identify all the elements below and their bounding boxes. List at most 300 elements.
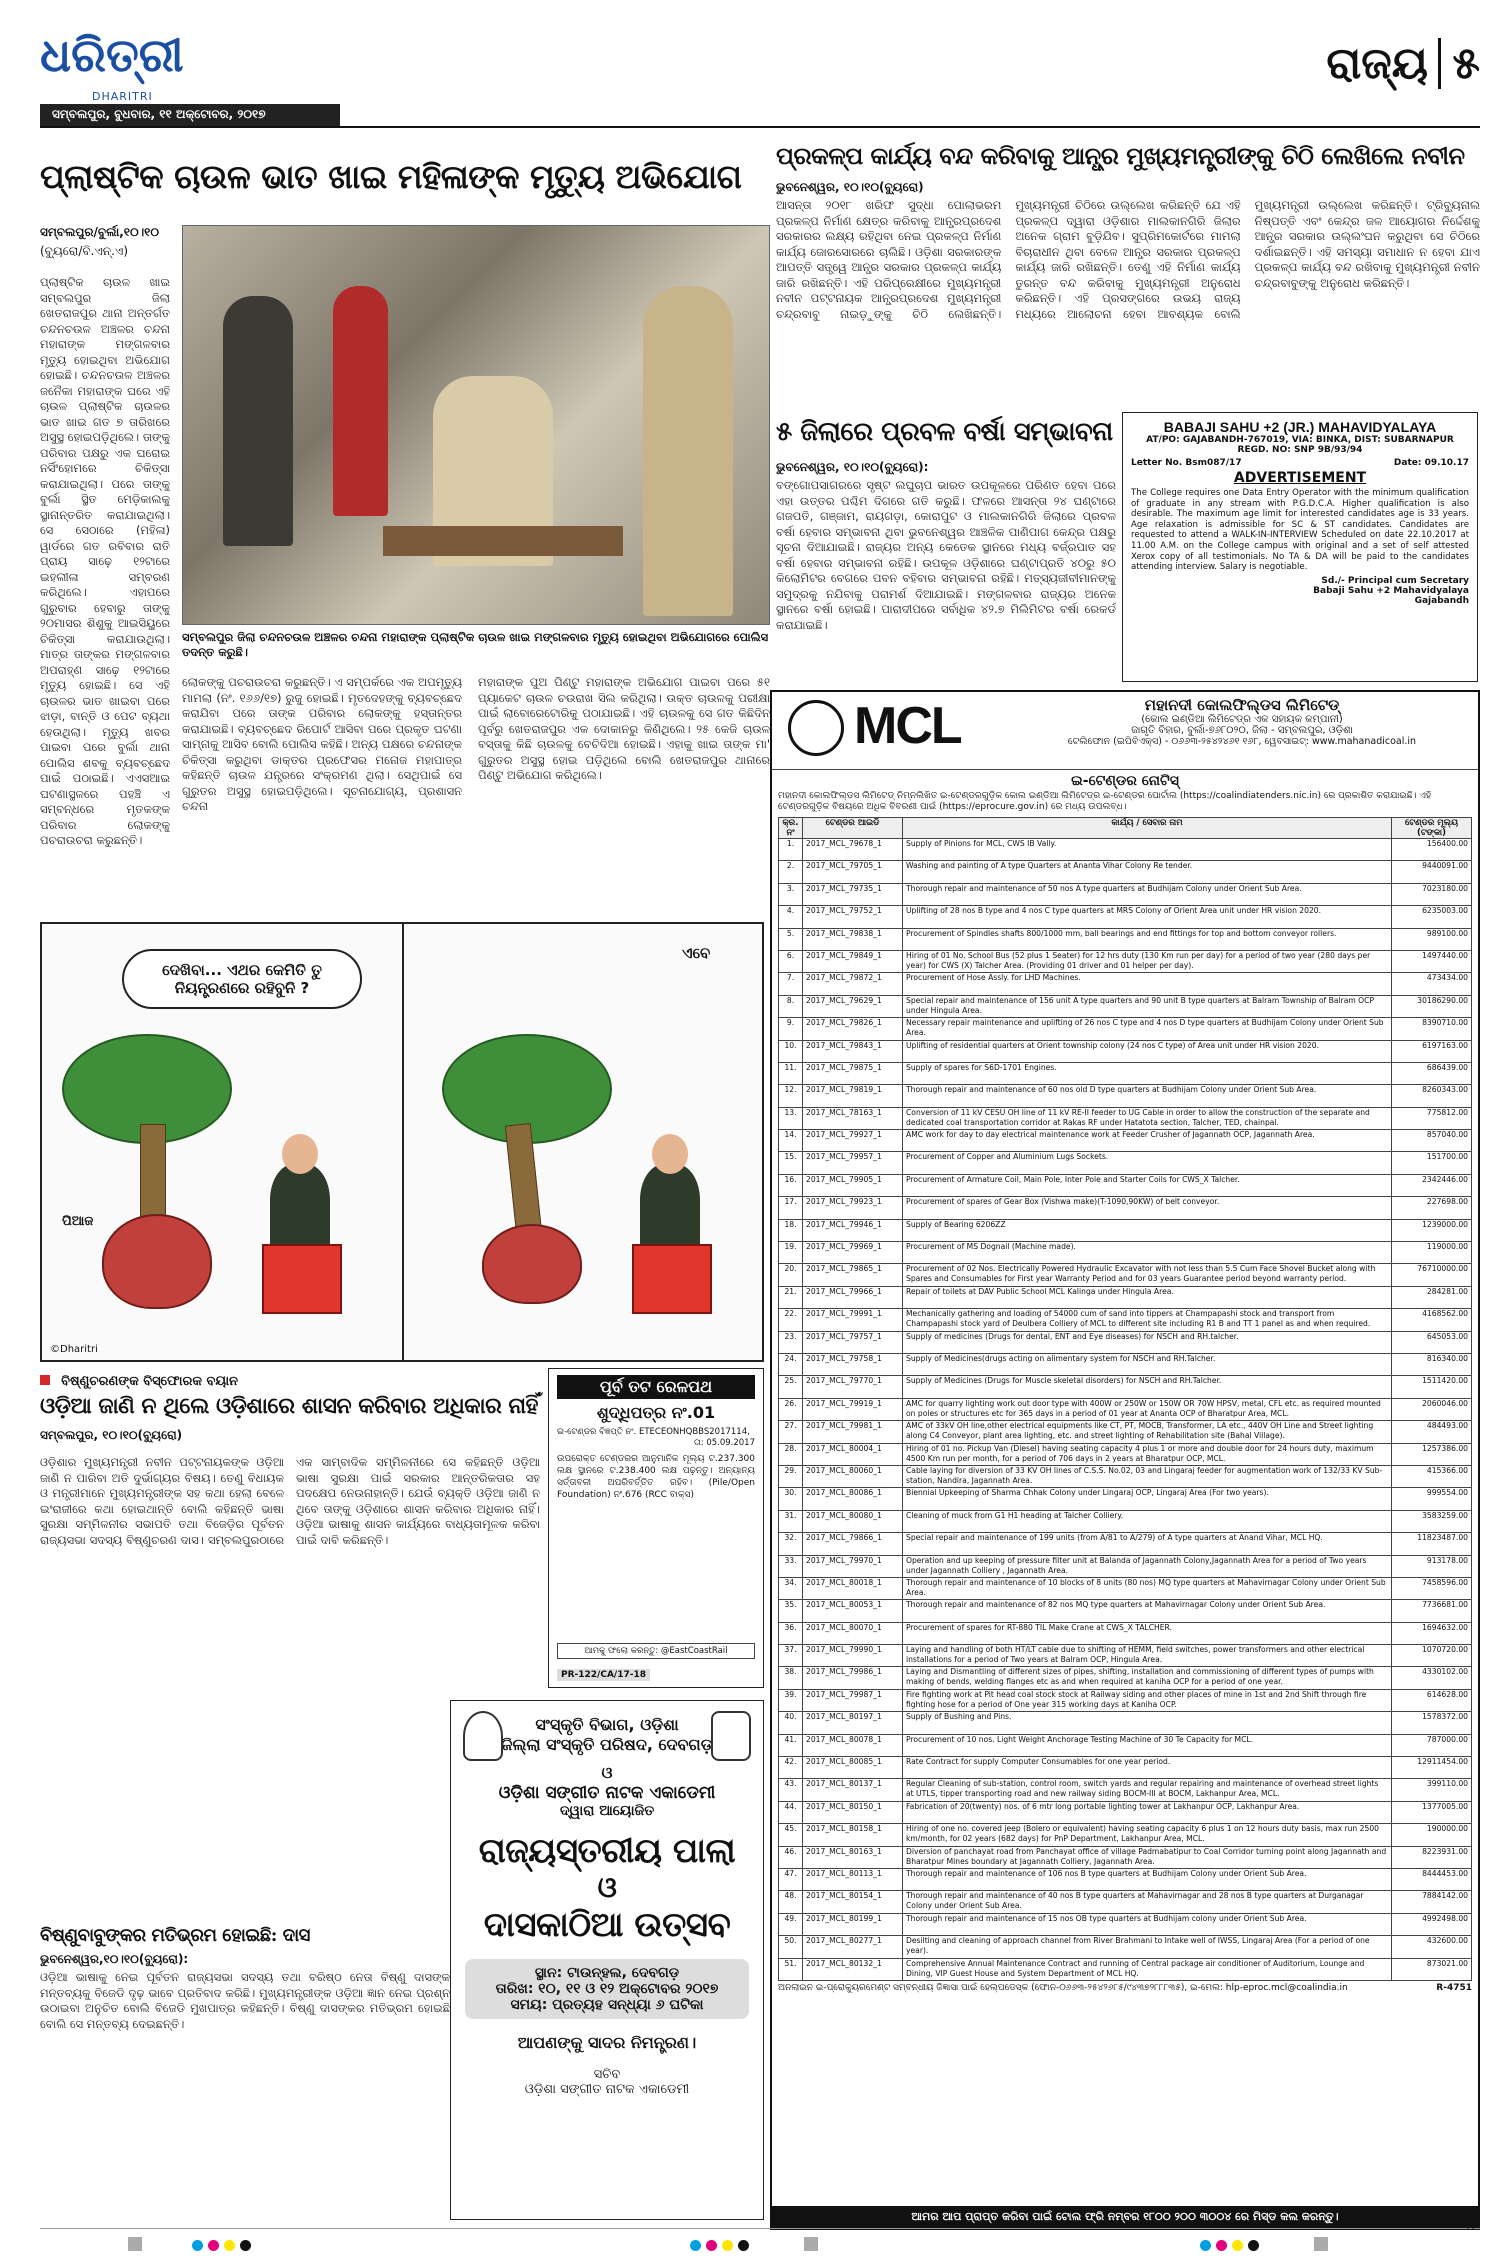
mcl-tender-row (779, 1510, 1472, 1532)
mcl-cell-amt: 4330102.00 (1392, 1667, 1472, 1689)
mcl-tender-row (779, 1465, 1472, 1487)
mcl-cell-sl: 4. (779, 906, 803, 928)
cartoon-man-icon (270, 1164, 330, 1254)
mcl-cell-sl: 17. (779, 1197, 803, 1219)
culture-ad-sign1: ସଚିବ (593, 2067, 621, 2082)
mcl-footer-helpdesk: ଅନଲାଇନ ଇ-ପ୍ରୋକ୍ୟୁରମେଣ୍ଟ ସମ୍ବନ୍ଧୀୟ ଜିଜ୍ଞାସା ପାଇଁ ହେଲ୍ପଡେସ୍କ (ଫୋନ-୦୬୬୩-୨୫୪୨୬୮୫/୯୪୩୭୨୮୮୮୩୫), ଇ-ମେଲ: hlp-eproc.mcl@coalindia.in (778, 1982, 1348, 1993)
mcl-cell-ref: 2017_MCL_79919_1 (803, 1398, 903, 1420)
mcl-cell-amt: 12911454.00 (1392, 1757, 1472, 1779)
culture-ad-line1: ସଂସ୍କୃତି ବିଭାଗ, ଓଡ଼ିଶା (535, 1715, 679, 1734)
mcl-cell-amt: 9440091.00 (1392, 861, 1472, 883)
mcl-cell-sl: 6. (779, 950, 803, 972)
mcl-cell-work: Supply of Bearing 6206ZZ (903, 1219, 1392, 1241)
masthead-rule (40, 126, 1480, 128)
mcl-cell-work: Supply of Bushing and Pins. (903, 1712, 1392, 1734)
mcl-cell-sl: 34. (779, 1577, 803, 1599)
mcl-tender-notice (770, 690, 1480, 2230)
mcl-contact: ଟେଲିଫୋନ (ଇପିବିଏକ୍ସ) - ୦୬୬୩-୨୫୪୨୪୬୧ ୧୬୮, ୱେବସାଇଟ୍: www.mahanadicoal.in (1067, 736, 1417, 747)
mcl-tender-row (779, 928, 1472, 950)
mcl-cell-work: Regular Cleaning of sub-station, control room, switch yards and regular repairing and maintenance of overhead street lights at UTLS, tipper transporting road and new railway siding BOCM-III at BOCM, Lakhanpur Area, MCL. (903, 1779, 1392, 1801)
mcl-cell-work: Hiring of 01 No. School Bus (52 plus 1 Seater) for 12 hrs duty (130 Km run per day) for a period of two year (280 days per year) for CWS (X) Talcher Area. (Providing 01 driver and 01 helper per day). (903, 950, 1392, 972)
cartoon-credit: ©Dharitri (50, 1344, 98, 1355)
red-bullet-icon (40, 1375, 50, 1385)
dateline: ସମ୍ବଲପୁର, ବୁଧବାର, ୧୧ ଅକ୍ଟୋବର, ୨୦୧୭ (40, 104, 340, 126)
mcl-cell-work: Comprehensive Annual Maintenance Contract and running of Central package air conditioner of Auditorium, Lounge and Dining, VIP Guest House and System Department of MCL HQ. (903, 1958, 1392, 1980)
mcl-cell-work: Rate Contract for supply Computer Consumables for one year period. (903, 1757, 1392, 1779)
mcl-cell-work: Supply of Medicines (Drugs for Muscle skeletal disorders) for NSCH and RH.Talcher. (903, 1376, 1392, 1398)
mcl-cell-amt: 857040.00 (1392, 1130, 1472, 1152)
mcl-cell-sl: 18. (779, 1219, 803, 1241)
mcl-tender-row (779, 1891, 1472, 1913)
mcl-cell-amt: 6235003.00 (1392, 906, 1472, 928)
mcl-cell-amt: 76710000.00 (1392, 1264, 1472, 1286)
mcl-cell-sl: 50. (779, 1936, 803, 1958)
mcl-cell-ref: 2017_MCL_80132_1 (803, 1958, 903, 1980)
mcl-cell-ref: 2017_MCL_80078_1 (803, 1734, 903, 1756)
mcl-cell-ref: 2017_MCL_80197_1 (803, 1712, 903, 1734)
mcl-cell-sl: 35. (779, 1600, 803, 1622)
mcl-cell-sl: 32. (779, 1533, 803, 1555)
mcl-cell-ref: 2017_MCL_80154_1 (803, 1891, 903, 1913)
mcl-cell-ref: 2017_MCL_80018_1 (803, 1577, 903, 1599)
mcl-cell-work: Mechanically gathering and loading of 54000 cum of sand into tippers at Champapashi stock and transport from Champapashi stock yard of Deulbera Colliery of MCL to different site including R1 B and TT 1 panel as and when required. (903, 1309, 1392, 1331)
mcl-cell-ref: 2017_MCL_79758_1 (803, 1353, 903, 1375)
mcl-cell-sl: 36. (779, 1622, 803, 1644)
mcl-cell-sl: 21. (779, 1286, 803, 1308)
rain-story-body: ବଙ୍ଗୋପସାଗରରେ ସୃଷ୍ଟ ଲଘୁଚାପ ଭାରତ ଉପକୂଳରେ ପରିଣତ ହେବା ପରେ ଏହା ଉତ୍ତର ପଶ୍ଚିମ ଦିଗରେ ଗତି କରୁଛି। ଫଳରେ ଆସନ୍ତା ୨୪ ଘଣ୍ଟାରେ ଗଜପତି, ଗଞ୍ଜାମ, ରାୟଗଡ଼ା, କୋରାପୁଟ ଓ ମାଲକାନଗିରି ଜିଲାରେ ପ୍ରବଳ ବର୍ଷା ହେବାର ସମ୍ଭାବନା ଥିବା ଭୁବନେଶ୍ୱର ଆଞ୍ଚଳିକ ପାଣିପାଗ କେନ୍ଦ୍ର ପକ୍ଷରୁ ସୂଚନା ଦିଆଯାଇଛି। ରାଜ୍ୟର ଅନ୍ୟ କେତେକ ସ୍ଥାନରେ ମଧ୍ୟ ବର୍ଜ୍ରପାତ ସହ ବର୍ଷା ହେବାର ସମ୍ଭାବନା ରହିଛି। ଉପକୂଳ ଓଡ଼ିଶାରେ ଘଣ୍ଟାପ୍ରତି ୪୦ରୁ ୫୦ କିଲୋମିଟର ବେଗରେ ପବନ ବହିବାର ସମ୍ଭାବନା ରହିଛି। ମତ୍ସ୍ୟଜୀବୀମାନଙ୍କୁ ସମୁଦ୍ରକୁ ନଯିବାକୁ ପରାମର୍ଶ ଦିଆଯାଇଛି। ମଙ୍ଗଳବାର ରାଜ୍ୟର ଅନେକ ସ୍ଥାନରେ ବର୍ଷା ହୋଇଛି। ପାରାଦୀପରେ ସର୍ବାଧିକ ୪୨.୭ ମିଲିମିଟର ବର୍ଷା ରେକର୍ଡ କରାଯାଇଛି। (776, 478, 1116, 632)
mcl-cell-work: Fabrication of 20(twenty) nos. of 6 mtr long portable lighting tower at Lakhanpur OCP, Lakhanpur Area. (903, 1801, 1392, 1823)
onion-sack-icon (102, 1214, 212, 1309)
mcl-cell-work: Procurement of Spindles shafts 800/1000 mm, ball bearings and end fittings for top and bottom conveyor rollers. (903, 928, 1392, 950)
rain-story-byline: ଭୁବନେଶ୍ୱର, ୧୦।୧୦(ବ୍ୟୁରୋ): (776, 460, 929, 474)
mcl-cell-sl: 26. (779, 1398, 803, 1420)
mcl-cell-amt: 227698.00 (1392, 1197, 1472, 1219)
mcl-tender-row (779, 1488, 1472, 1510)
mcl-cell-amt: 2060046.00 (1392, 1398, 1472, 1420)
mcl-cell-ref: 2017_MCL_79986_1 (803, 1667, 903, 1689)
rain-story-headline: ୫ ଜିଲାରେ ପ୍ରବଳ ବର୍ଷା ସମ୍ଭାବନା (776, 417, 1113, 447)
mcl-cell-amt: 1694632.00 (1392, 1622, 1472, 1644)
mcl-cell-ref: 2017_MCL_79987_1 (803, 1689, 903, 1711)
mcl-tender-row (779, 1062, 1472, 1084)
mcl-cell-work: Special repair and maintenance of 199 units (from A/81 to A/279) of A type quarters at Anand Vihar, MCL HQ. (903, 1533, 1392, 1555)
mcl-cell-amt: 2342446.00 (1392, 1174, 1472, 1196)
mcl-cell-work: Fire fighting work at Pit head coal stock stock at Railway siding and other places of mine in 1st and 2nd Shift through fire fighting hose for a period of One year 315 working days at Kaniha OCP. (903, 1689, 1392, 1711)
registration-marks-right (1200, 2236, 1328, 2250)
newspaper-logo-sub: DHARITRI (92, 90, 153, 103)
culture-ad-big3: ଦାସକାଠିଆ ଉତ୍ସବ (483, 1905, 731, 1945)
mcl-cell-work: Uplifting of residential quarters at Orient township colony (24 nos C type) of Area unit under HR vision 2020. (903, 1040, 1392, 1062)
mcl-tender-row (779, 1734, 1472, 1756)
odia-story-headline: ଓଡ଼ିଆ ଜାଣି ନ ଥିଲେ ଓଡ଼ିଶାରେ ଶାସନ କରିବାର ଅଧିକାର ନାହିଁ (40, 1393, 538, 1419)
mcl-cell-work: Thorough repair and maintenance of 10 blocks of 8 units (80 nos) MQ type quarters at Mahavirnagar Colony under Orient Sub Area. (903, 1577, 1392, 1599)
mcl-tender-row (779, 1040, 1472, 1062)
mcl-cell-ref: 2017_MCL_79826_1 (803, 1018, 903, 1040)
mcl-cell-ref: 2017_MCL_80060_1 (803, 1465, 903, 1487)
mcl-tender-row (779, 1376, 1472, 1398)
mcl-cell-ref: 2017_MCL_79757_1 (803, 1331, 903, 1353)
mcl-tender-row (779, 1667, 1472, 1689)
mcl-cell-ref: 2017_MCL_79872_1 (803, 973, 903, 995)
mcl-cell-work: Biennial Upkeeping of Sharma Chhak Colony under Lingaraj OCP, Lingaraj Area (For two years). (903, 1488, 1392, 1510)
culture-ad-line2: ଜିଲ୍ଲା ସଂସ୍କୃତି ପରିଷଦ, ଦେବଗଡ଼ (501, 1735, 713, 1754)
mcl-cell-work: Procurement of Copper and Aluminium Lugs Sockets. (903, 1152, 1392, 1174)
mcl-cell-work: Laying and Dismantling of different sizes of pipes, shifting, installation and commissioning of different types of pumps with making of bends, welding flanges etc as and when required at kaniha OCP for a period of one year. (903, 1667, 1392, 1689)
culture-ad-big2: ଓ (597, 1871, 617, 1904)
mcl-tender-row (779, 1757, 1472, 1779)
mcl-cell-sl: 45. (779, 1824, 803, 1846)
mcl-tender-row (779, 1958, 1472, 1980)
culture-ad-dates: ତାରିଖ: ୧୦, ୧୧ ଓ ୧୨ ଅକ୍ଟୋବର ୨୦୧୭ (495, 1981, 719, 1997)
mcl-cell-work: Procurement of Armature Coil, Main Pole, Inter Pole and Starter Coils for CWS_X Talcher. (903, 1174, 1392, 1196)
mcl-cell-sl: 29. (779, 1465, 803, 1487)
cartoon-speech-bubble: ଦେଖିବା... ଏଥର କେମିତି ତୁ ନିୟନ୍ତ୍ରଣରେ ରହିବୁନି ? (122, 949, 362, 1009)
mcl-cell-work: AMC work for day to day electrical maintenance work at Feeder Crusher of Jagannath OCP, Jagannath Area. (903, 1130, 1392, 1152)
mcl-cell-work: AMC of 33kV OH line,other electrical equipments like CT, PT, MOCB, Transformer, LA etc., 440V OH Line and Street lighting along C4 Conveyor, plant area lighting, etc. and street lighting of Rehabilitation site (Bahal Village). (903, 1421, 1392, 1443)
mcl-tender-row (779, 1622, 1472, 1644)
mcl-cell-sl: 40. (779, 1712, 803, 1734)
mcl-cell-sl: 20. (779, 1264, 803, 1286)
culture-ad-time: ସମୟ: ପ୍ରତ୍ୟହ ସନ୍ଧ୍ୟା ୬ ଘଟିକା (510, 1997, 704, 2013)
mcl-cell-ref: 2017_MCL_79752_1 (803, 906, 903, 928)
mcl-tender-row (779, 995, 1472, 1017)
mcl-cell-amt: 686439.00 (1392, 1062, 1472, 1084)
mcl-cell-amt: 4992498.00 (1392, 1913, 1472, 1935)
mcl-cell-ref: 2017_MCL_79705_1 (803, 861, 903, 883)
mcl-cell-sl: 8. (779, 995, 803, 1017)
mcl-cell-ref: 2017_MCL_79629_1 (803, 995, 903, 1017)
andhra-story-byline: ଭୁବନେଶ୍ୱର, ୧୦।୧୦(ବ୍ୟୁରୋ) (776, 180, 924, 194)
college-ad-regd: REGD. NO: SNP 9B/93/94 (1237, 445, 1363, 455)
mcl-cell-amt: 7884142.00 (1392, 1891, 1472, 1913)
mcl-cell-amt: 8390710.00 (1392, 1018, 1472, 1040)
mcl-cell-sl: 5. (779, 928, 803, 950)
mcl-cell-amt: 8223931.00 (1392, 1846, 1472, 1868)
mcl-tender-row (779, 1555, 1472, 1577)
mcl-tender-row (779, 1600, 1472, 1622)
mcl-cell-ref: 2017_MCL_79966_1 (803, 1286, 903, 1308)
mcl-cell-amt: 1511420.00 (1392, 1376, 1472, 1398)
mcl-tender-row (779, 1421, 1472, 1443)
mcl-cell-work: Laying and handling of both HT/LT cable due to shifting of HEMM, field switches, power transformers and other electrical installations for a period of Two years at Balram OCP, Hingula Area. (903, 1645, 1392, 1667)
mcl-cell-sl: 42. (779, 1757, 803, 1779)
registration-marks-left (128, 2236, 256, 2250)
mcl-cell-ref: 2017_MCL_80199_1 (803, 1913, 903, 1935)
mcl-cell-work: Washing and painting of A type Quarters at Ananta Vihar Colony Re tender. (903, 861, 1392, 883)
mcl-col-work: କାର୍ଯ୍ୟ / ସେବାର ନାମ (903, 818, 1392, 839)
mcl-cell-work: Thorough repair and maintenance of 50 nos A type quarters at Budhijam Colony under Orient Sub Area. (903, 883, 1392, 905)
mcl-cell-work: Desilting and cleaning of approach channel from River Brahmani to Intake well of IWSS, Lingaraj Area (For a period of one year). (903, 1936, 1392, 1958)
mcl-cell-amt: 7736681.00 (1392, 1600, 1472, 1622)
rice-story-byline: ସମ୍ବଲପୁର/ବୁର୍ଲା,୧୦।୧୦ (ବ୍ୟୁରୋ/ବି.ଏନ୍.ଏ) (40, 225, 160, 258)
mcl-cell-sl: 38. (779, 1667, 803, 1689)
mcl-cell-amt: 787000.00 (1392, 1734, 1472, 1756)
mcl-cell-ref: 2017_MCL_79927_1 (803, 1130, 903, 1152)
odia-story-byline: ସମ୍ବଲପୁର, ୧୦।୧୦(ବ୍ୟୁରୋ) (40, 1428, 183, 1442)
mcl-cell-sl: 39. (779, 1689, 803, 1711)
culture-ad-line5: ଦ୍ୱାରା ଆୟୋଜିତ (559, 1803, 655, 1819)
rice-photo-caption: ସମ୍ବଲପୁର ଜିଲା ଚନ୍ଦନଚଉଳ ଅଞ୍ଚଳର ଚନ୍ଦନା ମହାରାଙ୍କ ପ୍ଲାଷ୍ଟିକ ଚାଉଳ ଖାଇ ମଙ୍ଗଳବାର ମୃତ୍ୟୁ ହୋଇଥିବା ଅଭିଯୋଗରେ ପୋଲିସ ତଦନ୍ତ କରୁଛି। (182, 630, 769, 659)
college-ad-title: BABAJI SAHU +2 (JR.) MAHAVIDYALAYA (1163, 419, 1437, 435)
mcl-cell-ref: 2017_MCL_80158_1 (803, 1824, 903, 1846)
onion-sack-icon-2 (482, 1224, 582, 1304)
mcl-cell-sl: 51. (779, 1958, 803, 1980)
section-title: ରାଜ୍ୟ (1326, 38, 1428, 89)
mcl-cell-work: AMC for quarry lighting work out door type with 400W or 250W or 150W OR 70W HPSV, metal, CFL etc. as required mounted on poles or structures etc for 365 days in a period of 01 year at Ananta OCP of Bharatpur Area, MCL. (903, 1398, 1392, 1420)
mcl-cell-work: Thorough repair and maintenance of 60 nos old D type quarters at Budhijam Colony under Orient Sub Area. (903, 1085, 1392, 1107)
masthead (40, 28, 1480, 126)
mcl-cell-ref: 2017_MCL_79875_1 (803, 1062, 903, 1084)
dancer-logo-icon (711, 1711, 751, 1761)
mcl-cell-amt: 119000.00 (1392, 1242, 1472, 1264)
mcl-cell-work: Supply of Pinions for MCL, CWS IB Vally. (903, 839, 1392, 861)
mcl-cell-ref: 2017_MCL_79957_1 (803, 1152, 903, 1174)
mcl-tender-row (779, 1197, 1472, 1219)
mcl-cell-sl: 10. (779, 1040, 803, 1062)
mcl-cell-amt: 151700.00 (1392, 1152, 1472, 1174)
mcl-tender-table (778, 817, 1472, 1981)
mcl-cell-sl: 33. (779, 1555, 803, 1577)
mcl-cell-ref: 2017_MCL_80277_1 (803, 1936, 903, 1958)
mcl-cell-amt: 6197163.00 (1392, 1040, 1472, 1062)
mcl-cell-amt: 999554.00 (1392, 1488, 1472, 1510)
footer-rule (40, 2228, 1480, 2229)
railway-corrigendum-ad (548, 1368, 764, 1688)
mcl-cell-amt: 1239000.00 (1392, 1219, 1472, 1241)
mcl-cell-sl: 27. (779, 1421, 803, 1443)
mcl-cell-amt: 7458596.00 (1392, 1577, 1472, 1599)
odia-story-body: ଓଡ଼ିଶାର ମୁଖ୍ୟମନ୍ତ୍ରୀ ନବୀନ ପଟ୍ଟନାୟକଙ୍କ ଓଡ଼ିଆ ଜାଣି ନ ପାରିବା ଅତି ଦୁର୍ଭାଗ୍ୟର ବିଷୟ। ତେଣୁ ବିଧାୟକ ଓ ମନ୍ତ୍ରୀମାନେ ମୁଖ୍ୟମନ୍ତ୍ରୀଙ୍କ ସହ କଥା ହେଲା ବେଳେ ଇଂରାଜୀରେ କଥା ହୋଇଥାନ୍ତି ବୋଲି କହିଛନ୍ତି ଭାଷା ସୁରକ୍ଷା ସମ୍ମିଳନୀର ସଭାପତି ତଥା ବିଜେଡ଼ିର ପୂର୍ବତନ ରାଜ୍ୟସଭା ସଦସ୍ୟ ବିଷ୍ଣୁଚରଣ ଦାସ। ସମ୍ବଲପୁରଠାରେ ଏକ ସାମ୍ବାଦିକ ସମ୍ମିଳନୀରେ ସେ କହିଛନ୍ତି ଓଡ଼ିଆ ଭାଷା ସୁରକ୍ଷା ପାଇଁ ସରକାର ଆନ୍ତରିକତାର ସହ ପଦକ୍ଷେପ ନେଉନାହାନ୍ତି। ଯେଉଁ ବ୍ୟକ୍ତି ଓଡ଼ିଆ ଜାଣି ନ ଥିବେ ତାଙ୍କୁ ଓଡ଼ିଶାରେ ଶାସନ କରିବାର ଅଧିକାର ନାହିଁ। ଓଡ଼ିଆ ଭାଷାକୁ ଶାସନ କାର୍ଯ୍ୟରେ ବାଧ୍ୟତାମୂଳକ କରିବା ପାଇଁ ଦାବି କରିଛନ୍ତି। (40, 1455, 540, 1547)
mcl-tender-row (779, 1779, 1472, 1801)
mcl-cell-amt: 1377005.00 (1392, 1801, 1472, 1823)
railway-ad-line1: ଇ-ଟେଣ୍ଡର ବିଜ୍ଞପ୍ତି ନଂ. ETECEONHQBBS2017114, (557, 1427, 750, 1437)
mcl-cell-ref: 2017_MCL_79970_1 (803, 1555, 903, 1577)
mcl-cell-amt: 30186290.00 (1392, 995, 1472, 1017)
mcl-cell-work: Procurement of Hose Assly. for LHD Machines. (903, 973, 1392, 995)
cartoon-label-now: ଏବେ (682, 944, 711, 962)
mcl-tender-row (779, 1353, 1472, 1375)
mcl-cell-amt: 816340.00 (1392, 1353, 1472, 1375)
mcl-cell-sl: 46. (779, 1846, 803, 1868)
mcl-cell-amt: 432600.00 (1392, 1936, 1472, 1958)
mcl-cell-work: Uplifting of 28 nos B type and 4 nos C type quarters at MRS Colony of Orient Area unit under HR vision 2020. (903, 906, 1392, 928)
registration-marks-center (690, 2236, 818, 2250)
railway-ad-body: ଉପରୋକ୍ତ ଟେଣ୍ଡରର ଆନୁମାନିକ ମୂଲ୍ୟ ଟ.237.300 ଲକ୍ଷ ସ୍ଥାନରେ ଟ.238.400 ଲକ୍ଷ ପଢ଼ନ୍ତୁ। ଅନ୍ୟାନ୍ୟ ସର୍ତ୍ତାବଳୀ ଅପରିବର୍ତ୍ତିତ ରହିବ। (Pile/Open Foundation) ନଂ.676 (RCC ବାକ୍ସ) (557, 1454, 755, 1500)
mcl-cell-work: Hiring of one no. covered jeep (Bolero or equivalent) having seating capacity 6 plus 1 on 12 hours duty basis, max run 2500 km/month, for 02 years (682 days) for PnP Department, Lakhanpur Area, MCL. (903, 1824, 1392, 1846)
college-ad-sign2: Babaji Sahu +2 Mahavidyalaya (1313, 585, 1469, 596)
mcl-cell-work: Operation and up keeping of pressure filter unit at Balanda of Jagannath Colony,Jagannath Area for a period of Two years under Jagannath Colliery , Jagannath Area. (903, 1555, 1392, 1577)
mcl-tender-row (779, 1443, 1472, 1465)
mcl-cell-sl: 44. (779, 1801, 803, 1823)
college-ad-sign3: Gajabandh (1414, 595, 1469, 606)
mcl-cell-sl: 43. (779, 1779, 803, 1801)
mcl-cell-work: Supply of Medicines(drugs acting on alimentary system for NSCH and RH.Talcher. (903, 1353, 1392, 1375)
mcl-tender-row (779, 1085, 1472, 1107)
mcl-tender-row (779, 973, 1472, 995)
mcl-tender-row (779, 1712, 1472, 1734)
mcl-cell-ref: 2017_MCL_79866_1 (803, 1533, 903, 1555)
mcl-cell-sl: 28. (779, 1443, 803, 1465)
college-ad-heading: ADVERTISEMENT (1233, 470, 1367, 486)
mcl-col-value: ଟେଣ୍ଡର ମୂଲ୍ୟ (ଟଙ୍କା) (1392, 818, 1472, 839)
mcl-cell-work: Supply of medicines (Drugs for dental, ENT and Eye diseases) for NSCH and RH.talcher. (903, 1331, 1392, 1353)
page-number: ୫ (1438, 38, 1480, 89)
mcl-tender-row (779, 950, 1472, 972)
culture-festival-ad (450, 1700, 764, 2220)
red-chair-icon-2 (632, 1244, 712, 1314)
mcl-tender-row (779, 839, 1472, 861)
mcl-tender-row (779, 1219, 1472, 1241)
mcl-cell-ref: 2017_MCL_79819_1 (803, 1085, 903, 1107)
college-ad-body: The College requires one Data Entry Operator with the minimum qualification of graduate in any stream with P.G.D.C.A. Higher qualification is also desirable. The maximum age limit for interested candidates age is 33 years. Age relaxation is admissible for SC & ST candidates. Candidates are requested to attend a WALK-IN-INTERVIEW Scheduled on date 22.10.2017 at 11.00 A.M. on the College campus with original and a set of self attested Xerox copy of all testimonials. No TA & DA will be paid to the candidates attending interview. Salary is negotiable. (1131, 488, 1469, 573)
mcl-cell-sl: 12. (779, 1085, 803, 1107)
mcl-cell-work: Cable laying for diversion of 33 KV OH lines of C.S.S. No.02, 03 and Lingaraj feeder for augmentation work of 132/33 KV Sub-station, Nandira, Jagannath Area. (903, 1465, 1392, 1487)
mcl-cell-amt: 1070720.00 (1392, 1645, 1472, 1667)
mcl-cell-ref: 2017_MCL_79849_1 (803, 950, 903, 972)
mcl-cell-work: Thorough repair and maintenance of 82 nos MQ type quarters at Mahavirnagar Colony under Orient Sub Area. (903, 1600, 1392, 1622)
college-ad-letter-no: Letter No. Bsm087/17 (1131, 458, 1242, 468)
mcl-tender-row (779, 1331, 1472, 1353)
mcl-cell-work: Thorough repair and maintenance of 40 nos B type quarters at Mahavirnagar and 28 nos B type quarters at Durganagar Colony under Orient Sub Area. (903, 1891, 1392, 1913)
mcl-tender-row (779, 1689, 1472, 1711)
mcl-cell-work: Repair of toilets at DAV Public School MCL Kalinga under Hingula Area. (903, 1286, 1392, 1308)
mcl-address: ଜାଗୃତି ବିହାର, ବୁର୍ଲା-୭୬୮୦୨୦, ଜିଲା - ସମ୍ବଲପୁର, ଓଡ଼ିଶା (1131, 725, 1353, 736)
mcl-cell-ref: 2017_MCL_79969_1 (803, 1242, 903, 1264)
mcl-cell-ref: 2017_MCL_80080_1 (803, 1510, 903, 1532)
mcl-cell-amt: 7023180.00 (1392, 883, 1472, 905)
mcl-cell-work: Thorough repair and maintenance of 106 nos B type quarters at Budhijam Colony under Orient Sub Area. (903, 1868, 1392, 1890)
mcl-cell-ref: 2017_MCL_80004_1 (803, 1443, 903, 1465)
college-ad-date: Date: 09.10.17 (1393, 458, 1469, 468)
mcl-cell-amt: 614628.00 (1392, 1689, 1472, 1711)
mcl-cell-sl: 1. (779, 839, 803, 861)
mcl-tender-row (779, 1152, 1472, 1174)
cartoon-label-onion: ପିଆଜ (62, 1214, 94, 1229)
mcl-cell-ref: 2017_MCL_80150_1 (803, 1801, 903, 1823)
mcl-cell-amt: 989100.00 (1392, 928, 1472, 950)
odia-story-byline2: ଭୁବନେଶ୍ୱର,୧୦।୧୦(ବ୍ୟୁରୋ): (40, 1952, 189, 1966)
mcl-cell-sl: 19. (779, 1242, 803, 1264)
mcl-cell-amt: 415366.00 (1392, 1465, 1472, 1487)
mcl-cell-sl: 7. (779, 973, 803, 995)
cartoon-man-icon-2 (640, 1164, 700, 1254)
mcl-cell-work: Procurement of spares for RT-880 TIL Make Crane at CWS_X TALCHER. (903, 1622, 1392, 1644)
mcl-tender-row (779, 1264, 1472, 1286)
footer-page-marker: ୨୮ (1465, 2218, 1478, 2232)
andhra-story-headline: ପ୍ରକଳ୍ପ କାର୍ଯ୍ୟ ବନ୍ଦ କରିବାକୁ ଆନ୍ଧ୍ର ମୁଖ୍ୟମନ୍ତ୍ରୀଙ୍କୁ ଚିଠି ଲେଖିଲେ ନବୀନ (776, 141, 1465, 170)
mcl-cell-ref: 2017_MCL_79991_1 (803, 1309, 903, 1331)
mcl-cell-amt: 4168562.00 (1392, 1309, 1472, 1331)
mcl-cell-work: Necessary repair maintenance and uplifting of 26 nos C type and 4 nos D type quarters at Budhijam Colony under Orient Sub Area. (903, 1018, 1392, 1040)
mcl-cell-work: Conversion of 11 kV CESU OH line of 11 kV RE-II feeder to UG Cable in order to allow the construction of the separate and dedicated coal transportation corridor at Rakas RF under Hatatota section, Talcher, TED, chainpal. (903, 1107, 1392, 1129)
mcl-tender-rows (779, 839, 1472, 1981)
mcl-cell-sl: 49. (779, 1913, 803, 1935)
mcl-cell-amt: 156400.00 (1392, 839, 1472, 861)
rice-story-body-col1: ପ୍ଲାଷ୍ଟିକ ଚାଉଳ ଖାଇ ସମ୍ବଲପୁର ଜିଲା ଖେତରାଜପୁର ଥାନା ଅନ୍ତର୍ଗତ ଚନ୍ଦନଚଉଳ ଅଞ୍ଚଳର ଚନ୍ଦନା ମହାରାଙ୍କ ମଙ୍ଗଳବାର ମୃତ୍ୟୁ ହୋଇଥିବା ଅଭିଯୋଗ ହୋଇଛି। ଚନ୍ଦନଚଉଳ ଅଞ୍ଚଳର ଜନୈକା ମହାରାଙ୍କ ଘରେ ଏହି ଚାଉଳ ପ୍ଲାଷ୍ଟିକ ଚାଉଳର ଭାତ ଖାଇ ଗତ ୭ ତାରିଖରେ ଅସୁସ୍ଥ ହୋଇପଡ଼ିଥିଲେ। ତାଙ୍କୁ ପରିବାର ପକ୍ଷରୁ ଏକ ଘରୋଇ ନର୍ସିଂହୋମରେ ଚିକିତ୍ସା କରାଯାଇଥିଲା। ପରେ ତାଙ୍କୁ ବୁର୍ଲା ସ୍ଥିତ ମେଡ଼ିକାଲକୁ ସ୍ଥାନାନ୍ତରିତ କରାଯାଇଥିଲା। ସେ ସେଠାରେ (ମହିଳା) ୱାର୍ଡରେ ଗତ ରବିବାର ରାତି ପ୍ରାୟ ସାଢ଼େ ୧୨ଟାରେ ଇହଲୀଳା ସମ୍ବରଣ କରିଥିଲେ। ଏହାପରେ ଗୁରୁବାର ହେବାରୁ ତାଙ୍କୁ ୨୦ମାସର ଶିଶୁକୁ ଆଇସିୟୁରେ ଚିକିତ୍ସା କରାଯାଉଥିଲା। ମାତ୍ର ତାଙ୍କର ମଙ୍ଗଳବାର ଅପରାହ୍ଣ ସାଢ଼େ ୧୨ଟାରେ ମୃତ୍ୟୁ ହୋଇଛି। ସେ ଏହି ଚାଉଳର ଭାତ ଖାଇବା ପରେ ଝାଡ଼ା, ବାନ୍ତି ଓ ପେଟ ବ୍ୟଥା ହେଉଥିଲା। ମୃତ୍ୟୁ ଖବର ପାଇବା ପରେ ବୁର୍ଲା ଥାନା ପୋଲିସ ଶବକୁ ବ୍ୟବଚ୍ଛେଦ ପାଇଁ ପଠାଇଛି। ଏଏସଆଇ ଘଟଣାସ୍ଥଳରେ ପହଞ୍ଚି ଏ ସମ୍ବନ୍ଧରେ ମୃତକଙ୍କ ପରିବାର ଲୋକଙ୍କୁ ପଚରାଉଚରା କରୁଛନ୍ତି। (40, 275, 170, 847)
mcl-tender-row (779, 1286, 1472, 1308)
mcl-cell-ref: 2017_MCL_80086_1 (803, 1488, 903, 1510)
mcl-cell-amt: 1257386.00 (1392, 1443, 1472, 1465)
mcl-cell-sl: 11. (779, 1062, 803, 1084)
mcl-cell-ref: 2017_MCL_80070_1 (803, 1622, 903, 1644)
mcl-cell-sl: 24. (779, 1353, 803, 1375)
mcl-cell-ref: 2017_MCL_79838_1 (803, 928, 903, 950)
mcl-cell-work: Procurement of MS Dognail (Machine made). (903, 1242, 1392, 1264)
mcl-cell-sl: 30. (779, 1488, 803, 1510)
mcl-cell-sl: 48. (779, 1891, 803, 1913)
mcl-tender-row (779, 1824, 1472, 1846)
college-ad-sign1: Sd./- Principal cum Secretary (1321, 575, 1469, 586)
mcl-col-ref: ଟେଣ୍ଡର ଆଇଡି (803, 818, 903, 839)
culture-ad-venue: ସ୍ଥାନ: ଟାଉନ୍‌ହଲ, ଦେବଗଡ଼ (534, 1965, 680, 1981)
mcl-cell-ref: 2017_MCL_80163_1 (803, 1846, 903, 1868)
rice-story-body-col2: ଲୋକଙ୍କୁ ପଚରାଉଚରା କରୁଛନ୍ତି। ଏ ସମ୍ପର୍କରେ ଏକ ଅପମୃତ୍ୟୁ ମାମଲା (ନଂ. ୧୬୬/୧୭) ରୁଜୁ ହୋଇଛି। ମୃତଦେହଙ୍କୁ ବ୍ୟବଚ୍ଛେଦ କରାଯିବା ପରେ ତାଙ୍କ ପରିବାର ଲୋକଙ୍କୁ ହସ୍ତାନ୍ତର କରାଯାଇଛି। ବ୍ୟବଚ୍ଛେଦ ରିପୋର୍ଟ ଆସିବା ପରେ ପ୍ରକୃତ ଘଟଣା ସାମ୍ନାକୁ ଆସିବ ବୋଲି ପୋଲିସ କହିଛି। ଅନ୍ୟ ପକ୍ଷରେ ଚନ୍ଦନାଙ୍କ ଚିକିତ୍ସା କରୁଥିବା ଡାକ୍ତର ପ୍ରଫେସର ମନୋଜ ମହାପାତ୍ର କହିଛନ୍ତି ଚାଉଳ ଯନ୍ତ୍ରରେ ସଂକ୍ରମଣ ଥିଲା। ସେଥିପାଇଁ ସେ ଗୁରୁତର ଅସୁସ୍ଥ ହୋଇପଡ଼ିଥିଲେ। ସୂଚନାଯୋଗ୍ୟ, ପ୍ରଶାସନ ଚନ୍ଦନା (182, 675, 462, 813)
mcl-cell-work: Thorough repair and maintenance of 15 nos OB type quarters at Budhijam colony under Orient Sub Area. (903, 1913, 1392, 1935)
odia-story-kicker: ବିଷ୍ଣୁଚରଣଙ୍କ ବିସ୍ଫୋରକ ବୟାନ (40, 1370, 440, 1389)
railway-ad-code: PR-122/CA/17-18 (557, 1669, 650, 1681)
railway-ad-subtitle: ଶୁଦ୍ଧିପତ୍ର ନଂ.01 (596, 1403, 716, 1422)
mcl-cell-amt: 11823487.00 (1392, 1533, 1472, 1555)
mcl-cell-amt: 399110.00 (1392, 1779, 1472, 1801)
mcl-cell-amt: 8444453.00 (1392, 1868, 1472, 1890)
mcl-cell-amt: 8260343.00 (1392, 1085, 1472, 1107)
culture-ad-line3: ଓ (601, 1763, 613, 1782)
mcl-tender-row (779, 1533, 1472, 1555)
mcl-cell-sl: 47. (779, 1868, 803, 1890)
railway-ad-line2: ତା: 05.09.2017 (694, 1438, 755, 1448)
mcl-name: ମହାନଦୀ କୋଲଫିଲ୍ଡସ ଲିମିଟେଡ୍ (1144, 696, 1340, 714)
mcl-cell-sl: 15. (779, 1152, 803, 1174)
mcl-cell-amt: 3583259.00 (1392, 1510, 1472, 1532)
editorial-cartoon (40, 922, 764, 1362)
mcl-col-sl: କ୍ର. ନଂ (779, 818, 803, 839)
mcl-cell-work: Cleaning of muck from G1 H1 heading at Talcher Colliery. (903, 1510, 1392, 1532)
mcl-cell-ref: 2017_MCL_80113_1 (803, 1868, 903, 1890)
mcl-tender-row (779, 1174, 1472, 1196)
mcl-cell-work: Supply of spares for S6D-1701 Engines. (903, 1062, 1392, 1084)
mcl-cell-ref: 2017_MCL_79865_1 (803, 1264, 903, 1286)
mcl-cell-ref: 2017_MCL_79843_1 (803, 1040, 903, 1062)
mcl-tender-row (779, 1577, 1472, 1599)
mcl-cell-work: Procurement of 02 Nos. Electrically Powered Hydraulic Excavator with not less than 5.5 Cum Face Shovel Bucket along with Spares and Consumables for First year Warranty Period and for 03 years Guarantee period beyond warranty period. (903, 1264, 1392, 1286)
mcl-cell-sl: 41. (779, 1734, 803, 1756)
mcl-subtitle: (କୋଲ ଇଣ୍ଡିଆ ଲିମିଟେଡ୍‌ର ଏକ ସହାୟକ କମ୍ପାନୀ) (1141, 714, 1343, 725)
mcl-tender-row (779, 1846, 1472, 1868)
mcl-cell-ref: 2017_MCL_78163_1 (803, 1107, 903, 1129)
mcl-tender-row (779, 1130, 1472, 1152)
college-advertisement (1122, 412, 1478, 682)
mcl-cell-amt: 873021.00 (1392, 1958, 1472, 1980)
mcl-cell-sl: 31. (779, 1510, 803, 1532)
mcl-tender-row (779, 861, 1472, 883)
newspaper-logo: ଧରିତ୍ରୀ (40, 28, 184, 82)
mcl-cell-sl: 23. (779, 1331, 803, 1353)
mcl-tender-row (779, 1107, 1472, 1129)
mcl-tender-row (779, 1309, 1472, 1331)
andhra-story-body: ଆସନ୍ତା ୨୦୧୮ ଖରିଫ ସୁଦ୍ଧା ପୋଲାଭରମ ପ୍ରକଳ୍ପ ନିର୍ମାଣ କ୍ଷେତ୍ର କରିବାକୁ ଆନ୍ଧ୍ରପ୍ରଦେଶ ସରକାରର ଲକ୍ଷ୍ୟ ରହିଥିବା ନେଇ ପ୍ରକଳ୍ପ ନିର୍ମାଣ କାର୍ଯ୍ୟ ଜୋରସୋରରେ ଚାଲିଛି। ଓଡ଼ିଶା ସରକାରଙ୍କ ଆପତ୍ତି ସତ୍ତ୍ୱେ ଆନ୍ଧ୍ର ସରକାର ପ୍ରକଳ୍ପ କାର୍ଯ୍ୟ ଜାରି ରଖିଛନ୍ତି। ଏହି ପରିପ୍ରେକ୍ଷୀରେ ମୁଖ୍ୟମନ୍ତ୍ରୀ ନବୀନ ପଟ୍ଟନାୟକ ଆନ୍ଧ୍ରପ୍ରଦେଶ ମୁଖ୍ୟମନ୍ତ୍ରୀ ଚନ୍ଦ୍ରବାବୁ ନାଇଡ଼ୁଙ୍କୁ ଚିଠି ଲେଖିଛନ୍ତି। ମୁଖ୍ୟମନ୍ତ୍ରୀ ଚିଠିରେ ଉଲ୍ଲେଖ କରିଛନ୍ତି ଯେ ଏହି ପ୍ରକଳ୍ପ ଦ୍ୱାରା ଓଡ଼ିଶାର ମାଲକାନଗିରି ଜିଲାର ଅନେକ ଗ୍ରାମ ବୁଡ଼ିଯିବ। ସୁପ୍ରିମକୋର୍ଟରେ ମାମଲା ବିଚାରାଧୀନ ଥିବା ବେଳେ ଆନ୍ଧ୍ର ସରକାର ପ୍ରକଳ୍ପ କାର୍ଯ୍ୟ ଜାରି ରଖିଛନ୍ତି। ତେଣୁ ଏହି ନିର୍ମାଣ କାର୍ଯ୍ୟ ତୁରନ୍ତ ବନ୍ଦ କରିବାକୁ ମୁଖ୍ୟମନ୍ତ୍ରୀ ଅନୁରୋଧ କରିଛନ୍ତି। ଏହି ପ୍ରସଙ୍ଗରେ ଉଭୟ ରାଜ୍ୟ ମଧ୍ୟରେ ଆଲୋଚନା ହେବା ଆବଶ୍ୟକ ବୋଲି ମୁଖ୍ୟମନ୍ତ୍ରୀ ଉଲ୍ଲେଖ କରିଛନ୍ତି। ଟ୍ରିବ୍ୟୁନାଲ ନିଷ୍ପତ୍ତି ଏବଂ କେନ୍ଦ୍ର ଜଳ ଆୟୋଗର ନିର୍ଦ୍ଦେଶକୁ ଆନ୍ଧ୍ର ସରକାର ଉଲ୍ଲଂଘନ କରୁଥିବା ସେ ଚିଠିରେ ଦର୍ଶାଇଛନ୍ତି। ଏହି ସମସ୍ୟା ସମାଧାନ ନ ହେବା ଯାଏ ପ୍ରକଳ୍ପ କାର୍ଯ୍ୟ ବନ୍ଦ ରଖିବାକୁ ମୁଖ୍ୟମନ୍ତ୍ରୀ ନବୀନ ଚନ୍ଦ୍ରବାବୁଙ୍କୁ ଅନୁରୋଧ କରିଛନ୍ତି। (776, 198, 1480, 321)
mcl-notice-intro: ମହାନଦୀ କୋଲଫିଲ୍ଡସ ଲିମିଟେଡ୍ ନିମ୍ନଲିଖିତ ଇ-ଟେଣ୍ଡରଗୁଡ଼ିକ କୋଲ ଇଣ୍ଡିଆ ଲିମିଟେଡ୍‌ର ଇ-ଟେଣ୍ଡର ପୋର୍ଟାଲ (https://coalindiatenders.nic.in) ରେ ପ୍ରକାଶିତ କରାଯାଇଛି। ଏହି ଟେଣ୍ଡରଗୁଡ଼ିକ ବିଷୟରେ ଅଧିକ ବିବରଣୀ ପାଇଁ (https://eprocure.gov.in) ରେ ମଧ୍ୟ ଉପଲବ୍ଧ। (778, 791, 1432, 812)
culture-ad-big1: ରାଜ୍ୟସ୍ତରୀୟ ପାଲା (478, 1831, 736, 1871)
mcl-cell-amt: 1497440.00 (1392, 950, 1472, 972)
culture-ad-line4: ଓଡ଼ିଶା ସଙ୍ଗୀତ ନାଟକ ଏକାଡେମୀ (498, 1783, 716, 1803)
mcl-cell-sl: 13. (779, 1107, 803, 1129)
mcl-banner: ଆମର ଆପ ପ୍ରାପ୍ତ କରିବା ପାଇଁ ଟୋଲ ଫ୍ରି ନମ୍ବର ୧୮୦୦ ୨୦୦ ୩୦୦୪ ରେ ମିସ୍‌ଡ କଲ କରନ୍ତୁ। (772, 2206, 1478, 2228)
mcl-cell-work: Procurement of 10 nos. Light Weight Anchorage Testing Machine of 30 Te Capacity for MCL. (903, 1734, 1392, 1756)
mcl-cell-sl: 3. (779, 883, 803, 905)
mcl-cell-work: Diversion of panchayat road from Panchayat office of village Padmabatipur to Coal Corridor turning point along Jagannath and Bharatpur Mines boundary at Jagannath Colliery, Jagannath Area. (903, 1846, 1392, 1868)
mcl-cell-ref: 2017_MCL_79735_1 (803, 883, 903, 905)
mcl-tender-row (779, 1913, 1472, 1935)
